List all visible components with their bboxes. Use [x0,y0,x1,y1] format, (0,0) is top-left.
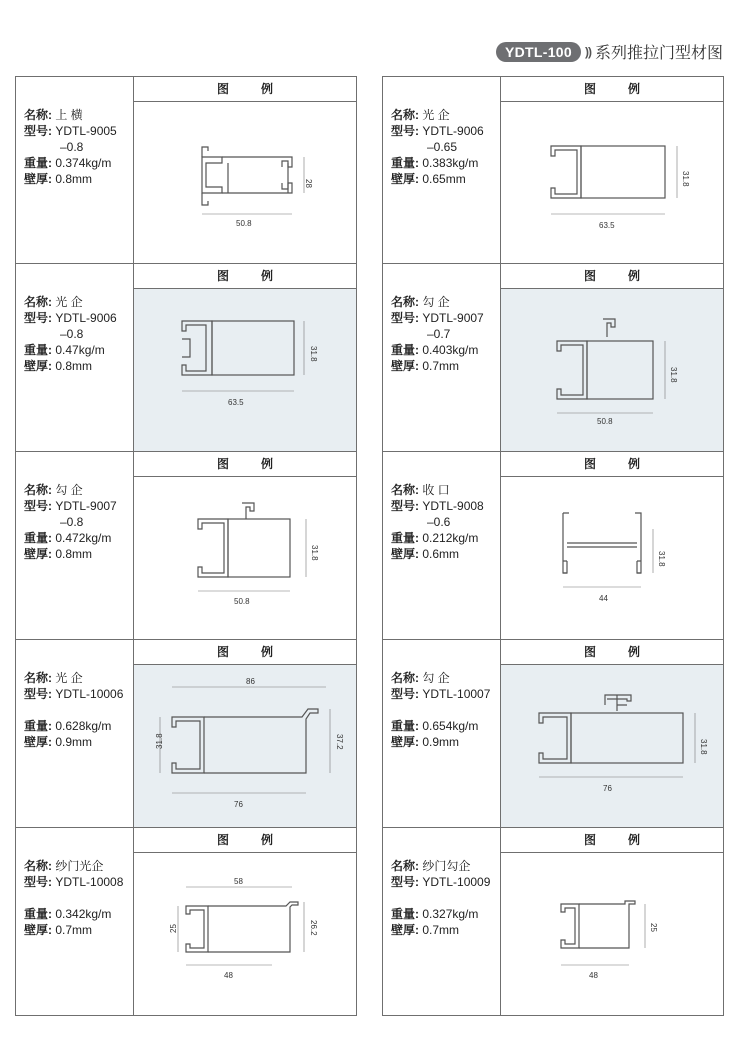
svg-text:31.8: 31.8 [669,367,678,383]
svg-text:48: 48 [589,971,598,980]
profile-name: 勾 企 [55,483,83,497]
figure-header: 图例 [134,264,356,289]
profile-drawing [134,102,354,264]
profile-figure [501,828,723,1015]
profile-model-suffix: –0.8 [60,327,84,341]
profile-wall: 0.7mm [55,923,93,937]
svg-text:76: 76 [234,800,243,809]
series-badge: YDTL-100 [496,42,581,62]
profile-model: YDTL-9007 [55,499,117,513]
profile-info: 名称: 光 企 型号: YDTL-10006 重量: 0.628kg/m 壁厚: 0.9mm [16,640,134,827]
figure-header: 图例 [501,264,723,289]
svg-text:31.8: 31.8 [310,545,319,561]
profile-name: 纱门勾企 [422,859,471,873]
profile-row [383,452,723,640]
profile-name: 纱门光企 [55,859,104,873]
profile-model-suffix: –0.8 [60,140,84,154]
profile-name: 光 企 [55,671,83,685]
profile-model: YDTL-9006 [422,124,484,138]
profile-figure [134,77,356,263]
svg-text:50.8: 50.8 [597,417,613,426]
profile-model-suffix: –0.8 [60,515,84,529]
profile-name: 上 横 [55,108,83,122]
profile-row [383,828,723,1016]
svg-text:58: 58 [234,877,243,886]
svg-text:76: 76 [603,784,612,793]
profile-wall: 0.6mm [422,547,460,561]
profile-wall: 0.7mm [422,923,460,937]
profile-drawing [134,665,354,827]
profile-info: 名称: 勾 企 型号: YDTL-10007 重量: 0.654kg/m 壁厚: 0.9mm [383,640,501,827]
profile-drawing [134,853,354,1015]
svg-text:50.8: 50.8 [234,597,250,606]
profile-row [16,640,356,828]
profile-row [16,452,356,640]
profile-row [383,640,723,828]
profile-drawing [134,289,354,451]
profile-wall: 0.8mm [55,547,93,561]
profile-name: 光 企 [422,108,450,122]
profile-info: 名称: 勾 企 型号: YDTL-9007 –0.7 重量: 0.403kg/m 壁厚: 0.7mm [383,264,501,451]
svg-text:25: 25 [649,923,658,932]
profile-figure [134,640,356,827]
svg-text:25: 25 [169,924,178,933]
profile-name: 勾 企 [422,295,450,309]
profile-info: 名称: 光 企 型号: YDTL-9006 –0.65 重量: 0.383kg/m 壁厚: 0.65mm [383,77,501,263]
profile-weight: 0.374kg/m [55,156,112,170]
profile-name: 勾 企 [422,671,450,685]
profile-figure [134,452,356,639]
figure-header: 图例 [501,640,723,665]
profile-weight: 0.403kg/m [422,343,479,357]
profile-model-suffix: –0.65 [427,140,458,154]
profile-figure [134,828,356,1015]
svg-text:31.8: 31.8 [681,171,690,187]
profile-info: 名称: 上 横 型号: YDTL-9005 –0.8 重量: 0.374kg/m 壁厚: 0.8mm [16,77,134,263]
profile-info: 名称: 光 企 型号: YDTL-9006 –0.8 重量: 0.47kg/m 壁厚: 0.8mm [16,264,134,451]
profile-model: YDTL-9005 [55,124,117,138]
figure-header: 图例 [501,828,723,853]
profile-model: YDTL-9006 [55,311,117,325]
profile-model-suffix: –0.6 [427,515,451,529]
svg-text:50.8: 50.8 [236,219,252,228]
profile-name: 收 口 [422,483,450,497]
profile-drawing [501,477,721,639]
page-header [496,40,723,63]
profile-weight: 0.472kg/m [55,531,112,545]
profile-figure [501,264,723,451]
profile-model: YDTL-10006 [55,687,124,701]
profile-row [16,828,356,1016]
profile-weight: 0.342kg/m [55,907,112,921]
profile-wall: 0.8mm [55,359,93,373]
profile-drawing [501,853,721,1015]
svg-text:31.8: 31.8 [155,733,164,749]
profile-model-suffix: –0.7 [427,327,451,341]
profile-model: YDTL-9008 [422,499,484,513]
figure-header: 图例 [501,77,723,102]
svg-text:86: 86 [246,677,255,686]
left-profile-table [15,76,357,1016]
svg-text:63.5: 63.5 [228,398,244,407]
profile-model: YDTL-10009 [422,875,491,889]
profile-figure [501,452,723,639]
svg-text:37.2: 37.2 [335,734,344,750]
profile-weight: 0.212kg/m [422,531,479,545]
profile-weight: 0.47kg/m [55,343,105,357]
profile-weight: 0.654kg/m [422,719,479,733]
svg-text:28: 28 [304,179,313,188]
profile-wall: 0.9mm [422,735,460,749]
svg-text:48: 48 [224,971,233,980]
chevron-icon: )) [584,44,591,59]
profile-row [16,76,356,264]
profile-info: 名称: 收 口 型号: YDTL-9008 –0.6 重量: 0.212kg/m 壁厚: 0.6mm [383,452,501,639]
profile-row [383,76,723,264]
svg-text:31.8: 31.8 [309,346,318,362]
profile-info: 名称: 纱门勾企 型号: YDTL-10009 重量: 0.327kg/m 壁厚: 0.7mm [383,828,501,1015]
profile-model: YDTL-10007 [422,687,491,701]
profile-model: YDTL-10008 [55,875,124,889]
figure-header: 图例 [134,640,356,665]
profile-drawing [134,477,354,639]
profile-model: YDTL-9007 [422,311,484,325]
profile-weight: 0.628kg/m [55,719,112,733]
profile-figure [134,264,356,451]
profile-weight: 0.383kg/m [422,156,479,170]
figure-header: 图例 [134,828,356,853]
profile-drawing [501,665,721,827]
profile-drawing [501,289,721,451]
profile-wall: 0.8mm [55,172,93,186]
profile-name: 光 企 [55,295,83,309]
profile-drawing [501,102,721,264]
profile-weight: 0.327kg/m [422,907,479,921]
profile-figure [501,640,723,827]
right-profile-table [382,76,724,1016]
svg-text:63.5: 63.5 [599,221,615,230]
profile-wall: 0.65mm [422,172,466,186]
svg-text:44: 44 [599,594,608,603]
profile-figure [501,77,723,263]
svg-text:31.8: 31.8 [657,551,666,567]
svg-text:31.8: 31.8 [699,739,708,755]
profile-row [16,264,356,452]
svg-text:26.2: 26.2 [309,920,318,936]
profile-info: 名称: 纱门光企 型号: YDTL-10008 重量: 0.342kg/m 壁厚: 0.7mm [16,828,134,1015]
page-title: 系列推拉门型材图 [594,45,723,62]
profile-wall: 0.9mm [55,735,93,749]
profile-wall: 0.7mm [422,359,460,373]
figure-header: 图例 [134,77,356,102]
profile-row [383,264,723,452]
figure-header: 图例 [134,452,356,477]
figure-header: 图例 [501,452,723,477]
profile-info: 名称: 勾 企 型号: YDTL-9007 –0.8 重量: 0.472kg/m 壁厚: 0.8mm [16,452,134,639]
